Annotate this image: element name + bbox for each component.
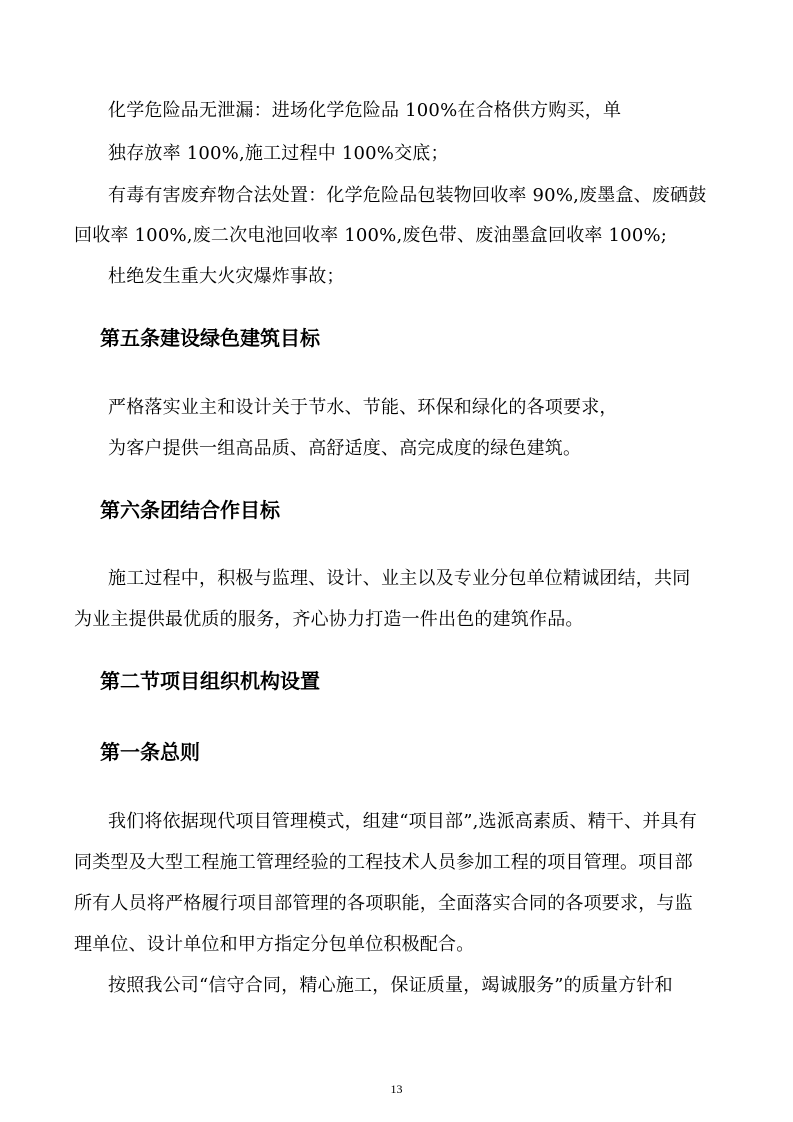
body-line: 理单位、设计单位和甲方指定分包单位积极配合。 xyxy=(74,934,475,955)
section-heading: 第六条团结合作目标 xyxy=(100,498,280,522)
body-line: 化学危险品无泄漏：进场化学危险品 100%在合格供方购买，单 xyxy=(108,100,622,121)
body-line: 回收率 100%,废二次电池回收率 100%,废色带、废油墨盒回收率 100%; xyxy=(74,225,668,246)
body-line: 我们将依据现代项目管理模式，组建“项目部”,选派高素质、精干、并具有 xyxy=(108,811,697,832)
body-line: 严格落实业主和设计关于节水、节能、环保和绿化的各项要求， xyxy=(108,397,618,418)
body-line: 所有人员将严格履行项目部管理的各项职能，全面落实合同的各项要求，与监 xyxy=(74,893,693,914)
section-heading: 第二节项目组织机构设置 xyxy=(100,669,320,693)
page-number: 13 xyxy=(390,1082,403,1096)
body-line: 独存放率 100%,施工过程中 100%交底； xyxy=(108,143,449,164)
body-line: 按照我公司“信守合同，精心施工，保证质量，竭诚服务”的质量方针和 xyxy=(108,975,673,996)
body-line: 同类型及大型工程施工管理经验的工程技术人员参加工程的项目管理。项目部 xyxy=(74,852,693,873)
body-line: 杜绝发生重大火灾爆炸事故； xyxy=(108,266,345,287)
body-line: 有毒有害废弃物合法处置：化学危险品包装物回收率 90%,废墨盒、废硒鼓 xyxy=(108,185,707,206)
section-heading: 第五条建设绿色建筑目标 xyxy=(100,326,320,350)
body-line: 为业主提供最优质的服务，齐心协力打造一件出色的建筑作品。 xyxy=(74,609,584,630)
section-heading: 第一条总则 xyxy=(100,740,200,764)
body-line: 施工过程中，积极与监理、设计、业主以及专业分包单位精诚团结，共同 xyxy=(108,568,691,589)
body-line: 为客户提供一组高品质、高舒适度、高完成度的绿色建筑。 xyxy=(108,438,582,459)
